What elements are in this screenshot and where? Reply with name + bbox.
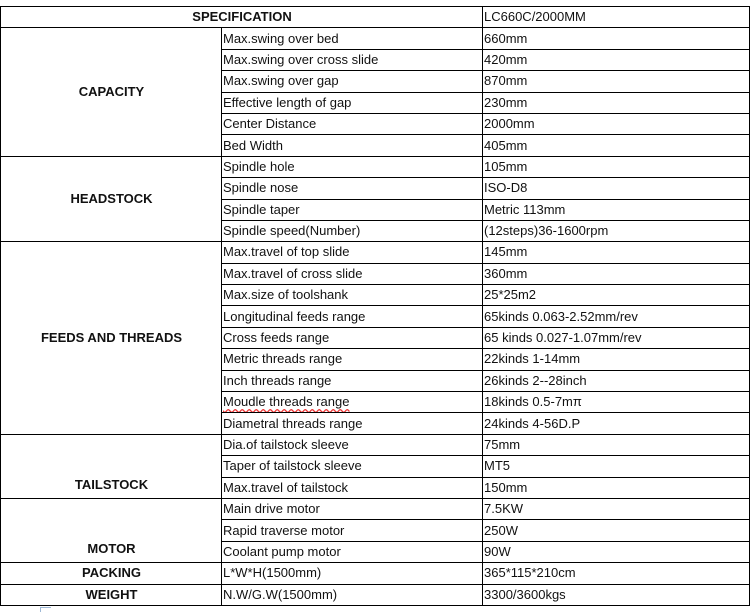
spec-name: Bed Width <box>222 135 483 156</box>
spec-name: Cross feeds range <box>222 327 483 348</box>
spec-value: 105mm <box>483 156 750 177</box>
spec-name: Max.travel of tailstock <box>222 477 483 498</box>
table-row <box>1 156 750 177</box>
group-weight: WEIGHT <box>1 584 222 605</box>
spec-name: Max.travel of cross slide <box>222 263 483 284</box>
spec-name: Max.travel of top slide <box>222 242 483 263</box>
spec-value: 2000mm <box>483 113 750 134</box>
spec-name: Rapid traverse motor <box>222 520 483 541</box>
spec-value: 660mm <box>483 28 750 49</box>
spec-name: Max.swing over gap <box>222 71 483 92</box>
specification-table <box>0 6 750 606</box>
corner-mark <box>40 607 51 612</box>
group-headstock: HEADSTOCK <box>1 156 222 242</box>
table-row <box>1 28 750 49</box>
spec-value: 75mm <box>483 434 750 455</box>
spec-name: Spindle taper <box>222 199 483 220</box>
table-row <box>1 434 750 455</box>
spec-value: 870mm <box>483 71 750 92</box>
table-row <box>1 242 750 263</box>
spec-value: 145mm <box>483 242 750 263</box>
group-tailstock-label: TAILSTOCK <box>74 476 149 492</box>
spec-name: Longitudinal feeds range <box>222 306 483 327</box>
table-row <box>1 563 750 584</box>
spec-name: Metric threads range <box>222 349 483 370</box>
group-motor <box>1 498 222 562</box>
spec-value: 65 kinds 0.027-1.07mm/rev <box>483 327 750 348</box>
spec-name: Coolant pump motor <box>222 541 483 562</box>
spec-value: 3300/3600kgs <box>483 584 750 605</box>
spec-value: 420mm <box>483 49 750 70</box>
group-motor-label: MOTOR <box>87 541 136 557</box>
spec-value: 405mm <box>483 135 750 156</box>
model-value: LC660C/2000MM <box>483 7 750 28</box>
spec-value: 25*25m2 <box>483 285 750 306</box>
spec-value: 150mm <box>483 477 750 498</box>
group-feeds-and-threads: FEEDS AND THREADS <box>1 242 222 435</box>
spec-value: ISO-D8 <box>483 178 750 199</box>
spec-value: 360mm <box>483 263 750 284</box>
spec-name: Spindle speed(Number) <box>222 220 483 241</box>
spec-name: Inch threads range <box>222 370 483 391</box>
spec-name: Spindle hole <box>222 156 483 177</box>
spec-name: Max.swing over cross slide <box>222 49 483 70</box>
table-row <box>1 584 750 605</box>
header-row <box>1 7 750 28</box>
spec-name: Max.swing over bed <box>222 28 483 49</box>
spec-name: Taper of tailstock sleeve <box>222 456 483 477</box>
group-tailstock <box>1 434 222 498</box>
specification-heading: SPECIFICATION <box>1 7 483 28</box>
spec-name: Diametral threads range <box>222 413 483 434</box>
spec-name: Max.size of toolshank <box>222 285 483 306</box>
spec-value: 26kinds 2--28inch <box>483 370 750 391</box>
spec-name: Effective length of gap <box>222 92 483 113</box>
spec-name: N.W/G.W(1500mm) <box>222 584 483 605</box>
group-packing: PACKING <box>1 563 222 584</box>
spec-name: L*W*H(1500mm) <box>222 563 483 584</box>
spec-value: 7.5KW <box>483 498 750 519</box>
spec-value: 230mm <box>483 92 750 113</box>
spec-value: 250W <box>483 520 750 541</box>
spec-value: 22kinds 1-14mm <box>483 349 750 370</box>
spec-value: 90W <box>483 541 750 562</box>
spec-name: Center Distance <box>222 113 483 134</box>
table-row <box>1 498 750 519</box>
spec-value: 65kinds 0.063-2.52mm/rev <box>483 306 750 327</box>
spec-name: Dia.of tailstock sleeve <box>222 434 483 455</box>
group-capacity: CAPACITY <box>1 28 222 156</box>
spec-name: Spindle nose <box>222 178 483 199</box>
spec-name: Main drive motor <box>222 498 483 519</box>
spec-name: Moudle threads range <box>222 392 483 413</box>
spec-value: MT5 <box>483 456 750 477</box>
spec-value: 365*115*210cm <box>483 563 750 584</box>
spec-value: (12steps)36-1600rpm <box>483 220 750 241</box>
spec-value: Metric 113mm <box>483 199 750 220</box>
spec-value: 24kinds 4-56D.P <box>483 413 750 434</box>
spec-value: 18kinds 0.5-7mπ <box>483 392 750 413</box>
